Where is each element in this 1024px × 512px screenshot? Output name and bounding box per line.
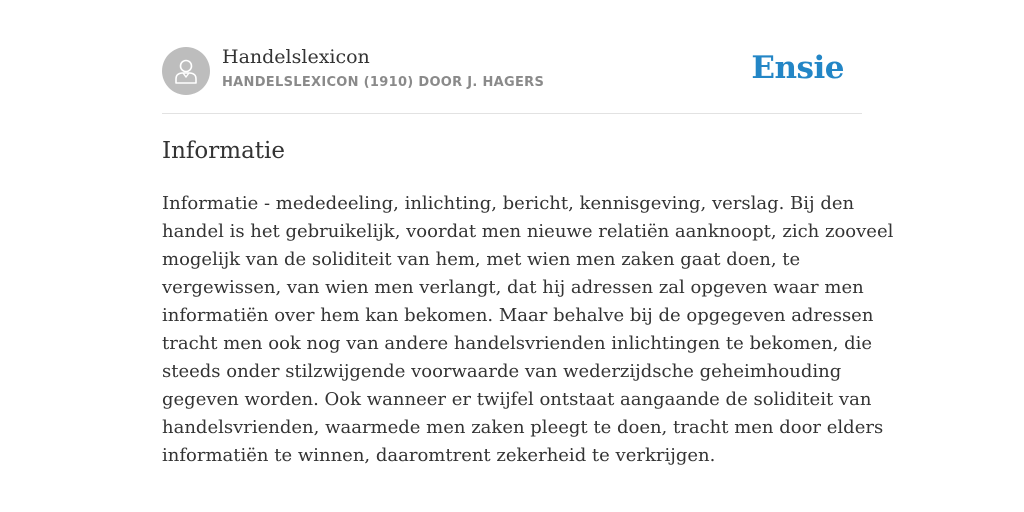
article-body-line: mogelijk van de soliditeit van hem, met wien men zaken gaat doen, te [162, 249, 801, 270]
user-silhouette-svg [171, 56, 201, 86]
article-body-line: gegeven worden. Ook wanneer er twijfel ontstaat aangaande de soliditeit van [162, 389, 872, 410]
article-card [162, 46, 894, 466]
article-body-line: handelsvrienden, waarmede men zaken pleegt te doen, tracht men door elders [162, 417, 884, 438]
source-subtitle[interactable]: HANDELSLEXICON (1910) DOOR J. HAGERS [222, 75, 545, 90]
article-body-line: tracht men ook nog van andere handelsvrienden inlichtingen te bekomen, die [162, 333, 873, 354]
article-body-line: informatiën over hem kan bekomen. Maar behalve bij de opgegeven adressen [162, 305, 874, 326]
article-body-line: Informatie - mededeeling, inlichting, bericht, kennisgeving, verslag. Bij den [162, 193, 855, 214]
article-body [162, 190, 894, 470]
article-body-line: steeds onder stilzwijgende voorwaarde van wederzijdsche geheimhouding [162, 361, 842, 382]
ensie-logo[interactable]: Ensie [751, 50, 844, 86]
user-silhouette-icon[interactable] [162, 47, 210, 95]
source-header [162, 46, 862, 114]
source-name[interactable]: Handelslexicon [222, 46, 370, 68]
article-title: Informatie [162, 138, 285, 164]
article-body-line: informatiën te winnen, daaromtrent zekerheid te verkrijgen. [162, 445, 716, 466]
article-body-line: vergewissen, van wien men verlangt, dat hij adressen zal opgeven waar men [162, 277, 864, 298]
article-body-line: handel is het gebruikelijk, voordat men nieuwe relatiën aanknoopt, zich zooveel [162, 221, 894, 242]
